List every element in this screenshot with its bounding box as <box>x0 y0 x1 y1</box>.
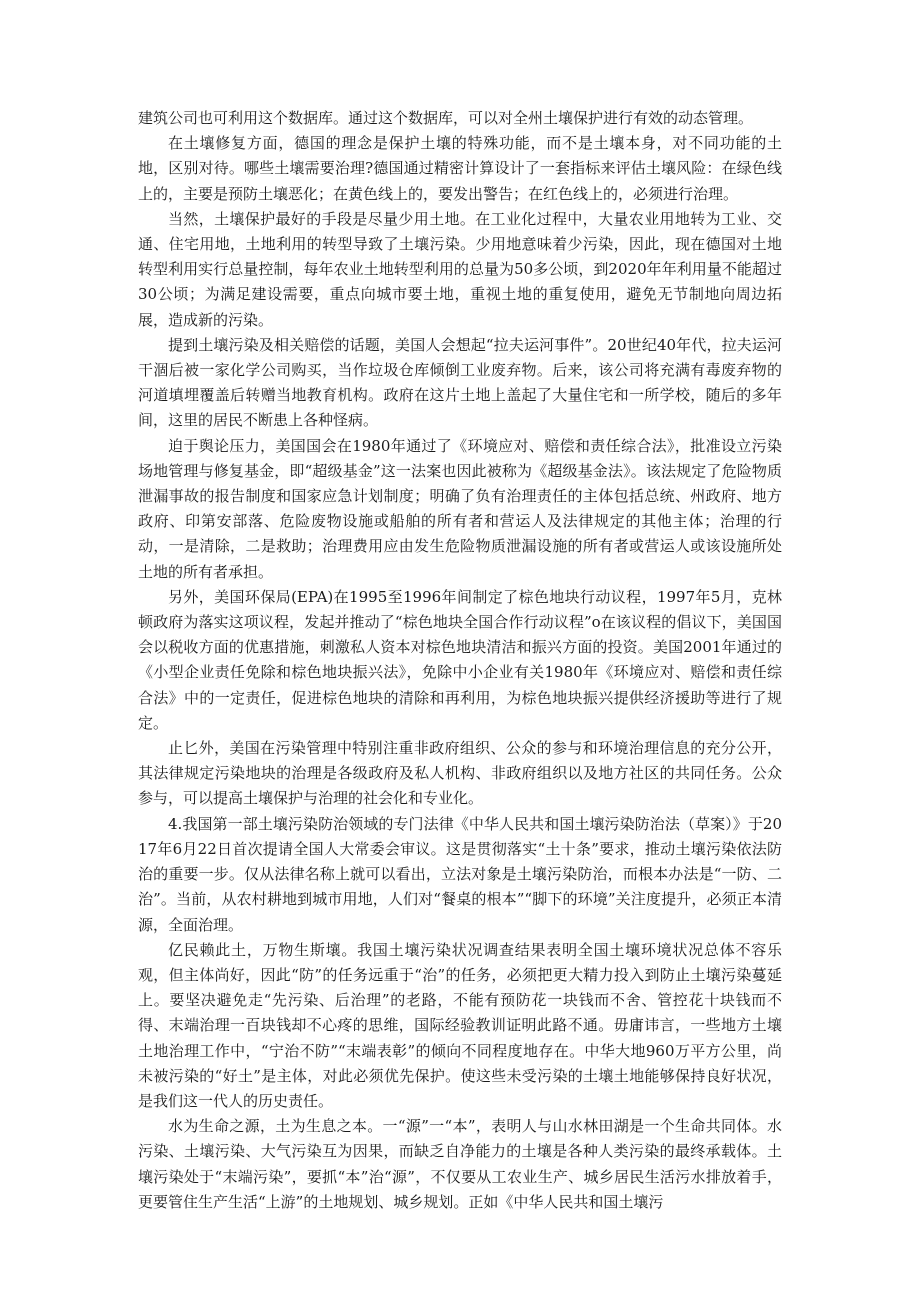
paragraph-superfund: 迫于舆论压力，美国国会在1980年通过了《环境应对、赔偿和责任综合法》，批准设立污染场地管理与修复基金，即“超级基金”这一法案也因此被称为《超级基金法》。该法规定了危险物质泄漏事故的报告制度和国家应急计划制度；明确了负有治理责任的主体包括总统、州政府、地方政府、印第安部落、危险废物设施或船舶的所有者和营运人及法律规定的其他主体；治理的行动，一是清除，二是救助；治理费用应由发生危险物质泄漏设施的所有者或营运人或该设施所处土地的所有者承担。 <box>138 436 782 581</box>
paragraph-prevention: 亿民赖此土，万物生斯壤。我国土壤污染状况调查结果表明全国土壤环境状况总体不容乐观，但主体尚好，因此“防”的任务远重于“治”的任务，必须把更大精力投入到防止土壤污染蔓延上。要坚决避免走“先污染、后治理”的老路，不能有预防花一块钱而不舍、管控花十块钱而不得、末端治理一百块钱却不心疼的思维，国际经验教训证明此路不通。毋庸讳言，一些地方土壤土地治理工作中，“宁治不防”“末端表彰”的倾向不同程度地存在。中华大地960万平方公里，尚未被污染的“好土”是主体，对此必须优先保护。使这些未受污染的土壤土地能够保持良好状况，是我们这一代人的历史责任。 <box>138 940 782 1110</box>
document-page <box>138 106 782 1215</box>
paragraph-database: 建筑公司也可利用这个数据库。通过这个数据库，可以对全州土壤保护进行有效的动态管理。 <box>138 109 754 127</box>
paragraph-love-canal: 提到土壤污染及相关赔偿的话题，美国人会想起“拉夫运河事件”。20世纪40年代，拉夫运河干涸后被一家化学公司购买，当作垃圾仓库倾倒工业废弃物。后来，该公司将充满有毒废弃物的河道填埋覆盖后转赠当地教育机构。政府在这片土地上盖起了大量住宅和一所学校，随后的多年间，这里的居民不断患上各种怪病。 <box>138 335 782 430</box>
paragraph-land-use: 当然，土壤保护最好的手段是尽量少用土地。在工业化过程中，大量农业用地转为工业、交通、住宅用地，土地利用的转型导致了土壤污染。少用地意味着少污染，因此，现在德国对土地转型利用实行总量控制，每年农业土地转型利用的总量为50多公顷，到2020年年利用量不能超过30公顷；为满足建设需要，重点向城市要土地，重视土地的重复使用，避免无节制地向周边拓展，造成新的污染。 <box>138 209 782 329</box>
paragraph-water-soil: 水为生命之源，土为生息之本。一“源”一“本”，表明人与山水林田湖是一个生命共同体。水污染、土壤污染、大气污染互为因果，而缺乏自净能力的土壤是各种人类污染的最终承载体。土壤污染处于“末端污染”，要抓“本”治“源”，不仅要从工农业生产、城乡居民生活污水排放着手，更要管住生产生活“上游”的土地规划、城乡规划。正如《中华人民共和国土壤污 <box>138 1117 782 1211</box>
paragraph-brownfield: 另外，美国环保局(EPA)在1995至1996年间制定了棕色地块行动议程，1997年5月，克林顿政府为落实这项议程，发起并推动了“棕色地块全国合作行动议程”o在该议程的倡议下，美国国会以税收方面的优惠措施，刺激私人资本对棕色地块清洁和振兴方面的投资。美国2001年通过的《小型企业责任免除和棕色地块振兴法》，免除中小企业有关1980年《环境应对、赔偿和责任综合法》中的一定责任，促进棕色地块的清除和再利用，为棕色地块振兴提供经济援助等进行了规定。 <box>138 587 782 732</box>
paragraph-china-law: 4.我国第一部土壤污染防治领域的专门法律《中华人民共和国土壤污染防治法（草案）》于2017年6月22日首次提请全国人大常委会审议。这是贯彻落实“土十条”要求，推动土壤污染依法防治的重要一步。仅从法律名称上就可以看出，立法对象是土壤污染防治，而根本办法是“一防、二治”。当前，从农村耕地到城市用地，人们对“餐桌的根本”“脚下的环境”关注度提升，必须正本清源，全面治理。 <box>138 814 782 934</box>
paragraph-soil-remediation: 在土壤修复方面，德国的理念是保护土壤的特殊功能，而不是土壤本身，对不同功能的土地，区别对待。哪些土壤需要治理?德国通过精密计算设计了一套指标来评估土壤风险：在绿色线上的，主要是预防土壤恶化；在黄色线上的，要发出警告；在红色线上的，必须进行治理。 <box>138 134 782 203</box>
paragraph-public-participation: 止匕外，美国在污染管理中特别注重非政府组织、公众的参与和环境治理信息的充分公开，其法律规定污染地块的治理是各级政府及私人机构、非政府组织以及地方社区的共同任务。公众参与，可以提高土壤保护与治理的社会化和专业化。 <box>138 739 782 808</box>
